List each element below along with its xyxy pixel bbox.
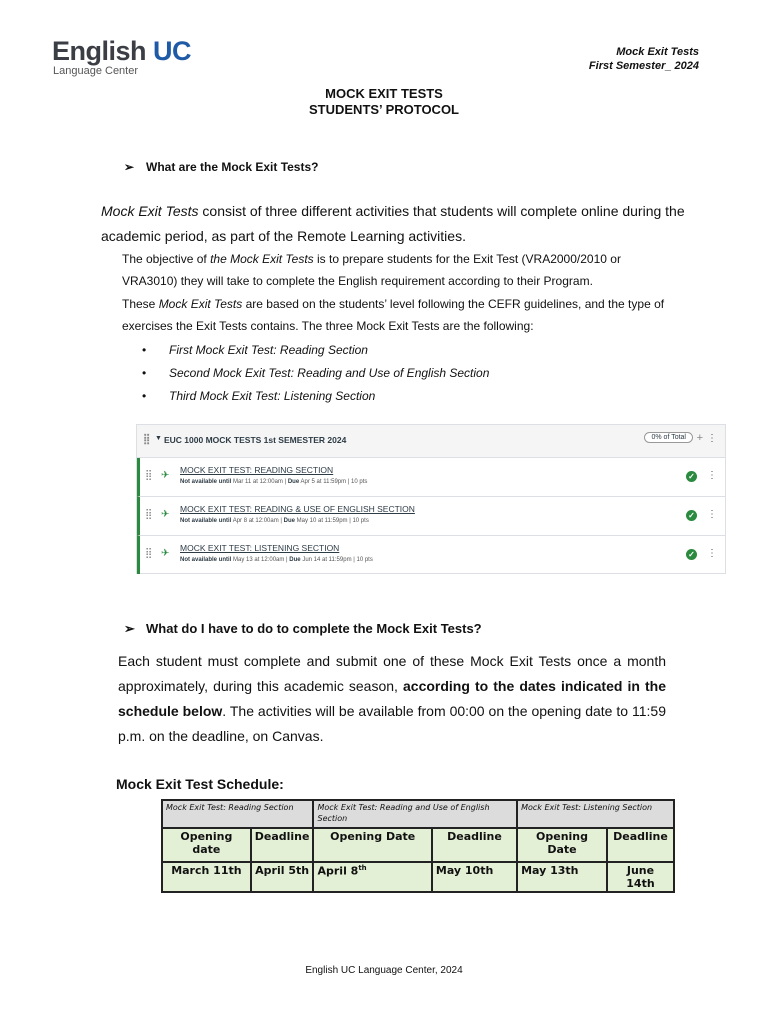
question-text: What are the Mock Exit Tests? [146, 160, 319, 174]
tests-list [142, 339, 489, 408]
document-title [0, 86, 768, 118]
module-item-details: Not available until Mar 11 at 12:00am | Due Apr 5 at 11:59pm | 10 pts [180, 479, 368, 485]
drag-handle-icon[interactable]: ⣿ [145, 509, 153, 520]
published-check-icon[interactable]: ✓ [686, 549, 697, 560]
table-cell: April 8th [313, 862, 431, 892]
column-header: Deadline [432, 828, 517, 862]
assignment-icon: ✈ [161, 548, 170, 559]
table-cell: June 14th [607, 862, 674, 892]
logo [52, 36, 191, 67]
grade-weight-pill: 0% of Total [644, 432, 693, 443]
more-options-icon[interactable]: ⋮ [707, 470, 717, 481]
paragraph-text: These [122, 297, 159, 311]
paragraph-intro [101, 199, 741, 249]
column-header: Opening Date [517, 828, 607, 862]
logo-text-uc: UC [153, 36, 192, 66]
paragraph-text: The objective of [122, 252, 211, 266]
assignment-icon: ✈ [161, 509, 170, 520]
table-cell: April 5th [251, 862, 314, 892]
table-cell: May 10th [432, 862, 517, 892]
assignment-icon: ✈ [161, 470, 170, 481]
table-cell: March 11th [162, 862, 251, 892]
paragraph-text: is to prepare students for the Exit Test (VRA2000/2010 or VRA3010) they will take to complete the English requirement according to their Program. [122, 252, 621, 288]
schedule-heading: Mock Exit Test Schedule: [116, 776, 284, 792]
header-line1: Mock Exit Tests [616, 46, 699, 58]
more-options-icon[interactable]: ⋮ [707, 433, 717, 444]
module-panel [136, 424, 726, 574]
list-item: • First Mock Exit Test: Reading Section [142, 339, 489, 362]
column-header: Opening date [162, 828, 251, 862]
module-item-link[interactable]: MOCK EXIT TEST: LISTENING SECTION [180, 543, 340, 553]
section1-question [124, 160, 318, 174]
group-header: Mock Exit Test: Reading Section [162, 800, 313, 828]
module-item-link[interactable]: MOCK EXIT TEST: READING & USE OF ENGLISH SECTION [180, 504, 415, 514]
column-header: Deadline [607, 828, 674, 862]
title-line1: MOCK EXIT TESTS [325, 86, 443, 101]
italic-term: Mock Exit Tests [158, 297, 243, 311]
drag-handle-icon[interactable]: ⣿ [145, 548, 153, 559]
group-header: Mock Exit Test: Listening Section [517, 800, 674, 828]
schedule-table [161, 799, 675, 893]
paragraph-text: are based on the students’ level following the CEFR guidelines, and the type of exercises the Exit Tests contains. The three Mock Exit Tests are the following: [122, 297, 665, 333]
drag-handle-icon[interactable]: ⣿ [143, 434, 151, 445]
module-item [137, 458, 725, 497]
column-header: Opening Date [313, 828, 431, 862]
page-footer: English UC Language Center, 2024 [305, 965, 463, 976]
module-item [137, 536, 725, 574]
module-item-details: Not available until Apr 8 at 12:00am | Due May 10 at 11:59pm | 10 pts [180, 518, 369, 524]
header-right [589, 45, 699, 73]
arrow-bullet-icon: ➢ [124, 621, 135, 636]
published-check-icon[interactable]: ✓ [686, 510, 697, 521]
question-text: What do I have to do to complete the Mock Exit Tests? [146, 621, 482, 636]
module-header[interactable] [137, 425, 725, 458]
list-item: • Third Mock Exit Test: Listening Section [142, 385, 489, 408]
bold-text: according to the dates indicated in the schedule below [118, 678, 666, 719]
more-options-icon[interactable]: ⋮ [707, 509, 717, 520]
paragraph-levels [122, 293, 670, 337]
paragraph-text: consist of three different activities that students will complete online during the academic period, as part of the Remote Learning activities. [101, 203, 685, 244]
drag-handle-icon[interactable]: ⣿ [145, 470, 153, 481]
logo-subtitle: Language Center [53, 65, 139, 77]
column-header: Deadline [251, 828, 314, 862]
more-options-icon[interactable]: ⋮ [707, 548, 717, 559]
title-line2: STUDENTS’ PROTOCOL [309, 102, 459, 117]
list-item: • Second Mock Exit Test: Reading and Use of English Section [142, 362, 489, 385]
paragraph-instructions [118, 649, 666, 749]
module-title: EUC 1000 MOCK TESTS 1st SEMESTER 2024 [164, 435, 347, 445]
add-item-icon[interactable]: + [696, 432, 703, 444]
paragraph-text: . The activities will be available from 00:00 on the opening date to 11:59 p.m. on the deadline, on Canvas. [118, 703, 666, 744]
superscript: th [358, 864, 367, 872]
module-item [137, 497, 725, 536]
paragraph-text: Each student must complete and submit one of these Mock Exit Tests once a month approximately, during this academic season, [118, 653, 666, 694]
italic-term: the Mock Exit Tests [210, 252, 314, 266]
module-item-details: Not available until May 13 at 12:00am | Due Jun 14 at 11:59pm | 10 pts [180, 557, 373, 563]
group-header: Mock Exit Test: Reading and Use of English Section [313, 800, 517, 828]
module-item-link[interactable]: MOCK EXIT TEST: READING SECTION [180, 465, 334, 475]
paragraph-objective [122, 248, 670, 292]
caret-down-icon[interactable]: ▼ [155, 435, 162, 442]
published-check-icon[interactable]: ✓ [686, 471, 697, 482]
italic-term: Mock Exit Tests [101, 203, 199, 219]
arrow-bullet-icon: ➢ [124, 160, 135, 174]
header-line2: First Semester_ 2024 [588, 60, 699, 72]
table-cell: May 13th [517, 862, 607, 892]
logo-text: English [52, 36, 154, 66]
section2-question [124, 621, 482, 637]
